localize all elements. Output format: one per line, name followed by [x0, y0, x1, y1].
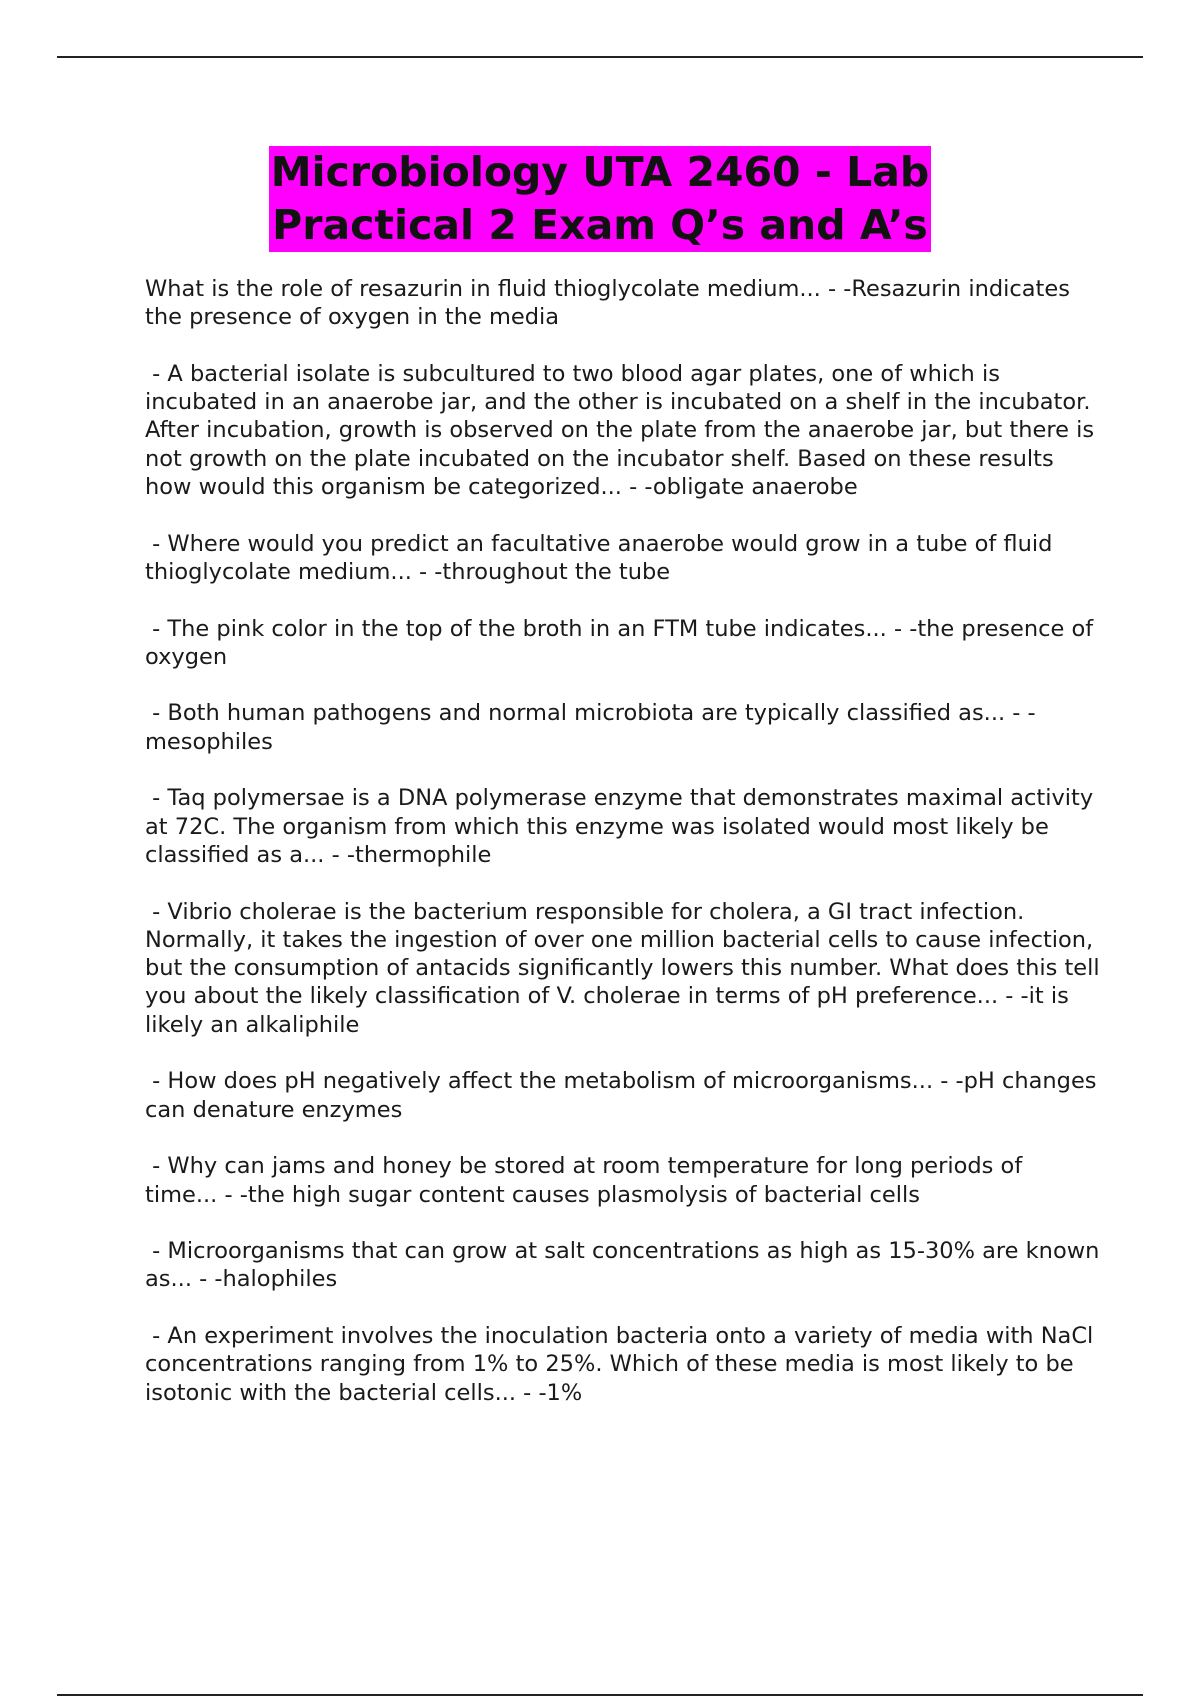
qa-item-5: - Both human pathogens and normal microbiota are typically classified as... - -mesophiles [145, 700, 1036, 755]
bottom-divider [57, 1694, 1143, 1696]
qa-item-8: - How does pH negatively affect the metabolism of microorganisms... - -pH changes can denature enzymes [145, 1068, 1104, 1123]
qa-item-4: - The pink color in the top of the broth in an FTM tube indicates... - -the presence of oxygen [145, 615, 1101, 670]
qa-item-9: - Why can jams and honey be stored at room temperature for long periods of time... - -the high sugar content causes plasmolysis of bacterial cells [145, 1153, 1030, 1208]
qa-list [145, 275, 1107, 1435]
qa-item-6: - Taq polymersae is a DNA polymerase enzyme that demonstrates maximal activity at 72C. The organism from which this enzyme was isolated would most likely be classified as a... - -thermophile [145, 785, 1101, 868]
qa-item-2: - A bacterial isolate is subcultured to two blood agar plates, one of which is incubated in an anaerobe jar, and the other is incubated on a shelf in the incubator. After incubation, growth is observed on the plate from the anaerobe jar, but there is not growth on the plate incubated on the incubator shelf. Based on these results how would this organism be categorized... - -obligate anaerobe [145, 360, 1102, 501]
qa-item-3: - Where would you predict an facultative anaerobe would grow in a tube of fluid thioglycolate medium... - -throughout the tube [145, 530, 1060, 585]
qa-item-1: What is the role of resazurin in fluid thioglycolate medium... - -Resazurin indicates the presence of oxygen in the media [145, 276, 1078, 331]
qa-item-10: - Microorganisms that can grow at salt concentrations as high as 15-30% are known as... - -halophiles [145, 1238, 1107, 1293]
qa-item-11: - An experiment involves the inoculation bacteria onto a variety of media with NaCl concentrations ranging from 1% to 25%. Which of these media is most likely to be isotonic with the bacterial cells... - -1% [145, 1322, 1101, 1406]
qa-item-7: - Vibrio cholerae is the bacterium responsible for cholera, a GI tract infection. Normally, it takes the ingestion of over one million bacterial cells to cause infection, but the consumption of antacids significantly lowers this number. What does this tell you about the likely classification of V. cholerae in terms of pH preference... - -it is likely an alkaliphile [145, 898, 1107, 1038]
document-title [269, 146, 932, 252]
top-divider [57, 56, 1143, 58]
document-title-line-2: Practical 2 Exam Q’s and A’s [272, 201, 928, 249]
document-title-line-1: Microbiology UTA 2460 - Lab [270, 148, 930, 196]
title-block [0, 146, 1200, 252]
